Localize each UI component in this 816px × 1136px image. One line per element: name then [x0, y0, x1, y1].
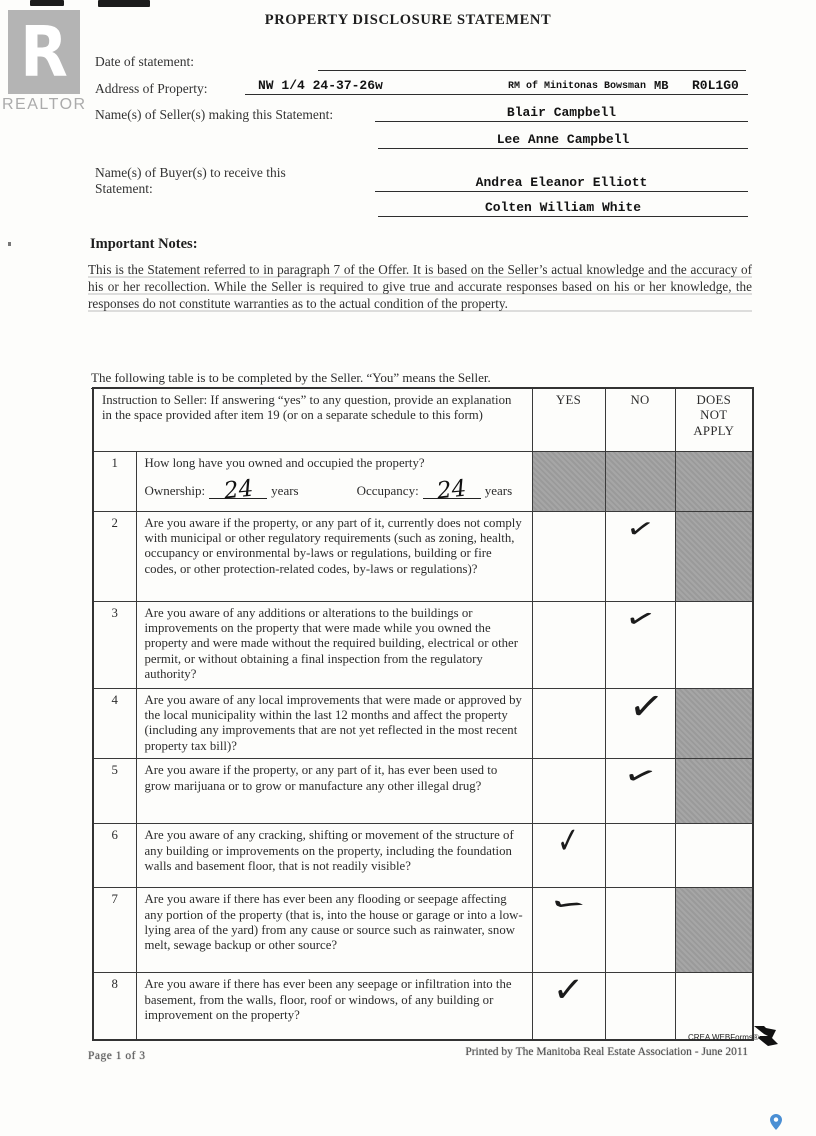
- question-number: 7: [93, 888, 136, 973]
- yes-cell: [532, 820, 605, 888]
- buyer-name-2-line: [378, 216, 748, 217]
- does-not-apply-column-header: DOES NOT APPLY: [675, 388, 753, 451]
- realtor-logo-label: REALTOR: [2, 96, 87, 113]
- buyer-names-label-line2: Statement:: [95, 181, 153, 196]
- no-cell: [605, 681, 675, 759]
- seller-name-2-line: [378, 148, 748, 149]
- yes-cell: [532, 968, 605, 1040]
- table-row: [93, 688, 753, 759]
- printed-by-text: Printed by The Manitoba Real Estate Association - June 2011: [465, 1046, 748, 1058]
- buyer-name-2: Colten William White: [484, 200, 642, 215]
- occupancy-label: Occupancy:: [356, 482, 419, 498]
- table-row: [93, 601, 753, 688]
- realtor-logo-letter: R: [20, 10, 68, 93]
- question-number: 4: [93, 688, 136, 759]
- no-cell: [605, 601, 675, 688]
- question-number: 5: [93, 759, 136, 824]
- ownership-years-suffix: years: [271, 482, 299, 498]
- ownership-label: Ownership:: [144, 482, 206, 498]
- yes-cell: [532, 759, 605, 824]
- checkmark-icon: ✓: [625, 681, 666, 733]
- ownership-handwritten-value: 24: [222, 475, 255, 505]
- yes-cell: [532, 885, 605, 973]
- seller-name-1-line: [375, 121, 748, 122]
- page-number: Page 1 of 3: [88, 1050, 146, 1062]
- question-cell: [136, 451, 532, 511]
- table-row: [93, 824, 753, 888]
- yes-cell: [532, 601, 605, 688]
- occupancy-handwritten-value: 24: [435, 475, 468, 505]
- address-postal: R0L1G0: [692, 78, 739, 93]
- seller-name-1: Blair Campbell: [506, 105, 617, 120]
- no-column-header: NO: [605, 388, 675, 451]
- yes-cell: [532, 451, 605, 511]
- yes-column-header: YES: [532, 388, 605, 451]
- address-label: Address of Property:: [95, 81, 208, 96]
- map-pin-icon: [770, 1114, 782, 1130]
- important-notes-body: This is the Statement referred to in paragraph 7 of the Offer. It is based on the Seller’s actual knowledge and the accuracy of his or her recollection. While the Seller is required to give true and accurate responses based on his or her knowledge, the responses do not constitute warranties as to the actual condition of the property.: [88, 262, 752, 311]
- question-text: Are you aware if there has ever been any seepage or infiltration into the basement, from the walls, floor, roof or windows, of any building or improvement on the property?: [136, 973, 532, 1040]
- does-not-apply-cell: [675, 511, 753, 601]
- buyer-names-label-line1: Name(s) of Buyer(s) to receive this: [95, 165, 286, 180]
- date-of-statement-label: Date of statement:: [95, 54, 194, 69]
- yes-cell: [532, 688, 605, 759]
- question-text: Are you aware of any cracking, shifting or movement of the structure of any building or improvements on the property, including the foundation walls and basement floor, that is not readily visible?: [136, 824, 532, 888]
- no-cell: [605, 759, 675, 824]
- date-of-statement-line: [318, 70, 746, 71]
- does-not-apply-cell: [675, 973, 753, 1040]
- does-not-apply-cell: [675, 824, 753, 888]
- buyer-name-1-line: [375, 191, 748, 192]
- ownership-value-line: [209, 475, 267, 505]
- instruction-header-cell: Instruction to Seller: If answering “yes” to any question, provide an explanation in the space provided after item 19 (or on a separate schedule to this form): [93, 388, 532, 451]
- question-number: 3: [93, 601, 136, 688]
- crea-arrow-icon: [752, 1024, 778, 1048]
- address-line: [245, 94, 748, 95]
- question-text: How long have you owned and occupied the property?: [144, 455, 425, 470]
- occupancy-years-suffix: years: [484, 482, 513, 498]
- question-text: Are you aware if the property, or any part of it, currently does not comply with municipal or other regulatory requirements (such as zoning, health, occupancy or environmental by-laws or regulations, building or fire codes, or other protection-related codes, by-laws or regulations)?: [136, 511, 532, 601]
- does-not-apply-cell: [675, 888, 753, 973]
- no-cell: [605, 888, 675, 973]
- question-number: 6: [93, 824, 136, 888]
- question-number: 8: [93, 973, 136, 1040]
- no-cell: [605, 511, 675, 601]
- crea-webforms-label: CREA WEBForms®: [688, 1033, 759, 1042]
- does-not-apply-cell: [675, 451, 753, 511]
- disclosure-table: [92, 387, 754, 1041]
- occupancy-value-line: [423, 475, 481, 505]
- question-text: Are you aware of any additions or alterations to the buildings or improvements on the property that were made while you owned the property and were made without the required building, electrical or other permit, or without obtaining a final inspection from the regulatory authority?: [136, 601, 532, 688]
- question-number: 1: [93, 451, 136, 511]
- checkmark-icon: ✓: [621, 600, 659, 638]
- table-row: [93, 973, 753, 1040]
- checkmark-icon: ✓: [556, 820, 581, 864]
- seller-name-2: Lee Anne Campbell: [496, 132, 630, 147]
- question-text: Are you aware if the property, or any part of it, has ever been used to grow marijuana or to grow or manufacture any other illegal drug?: [136, 759, 532, 824]
- address-province: MB: [654, 79, 669, 93]
- question-text: Are you aware of any local improvements that were made or approved by the local municipality within the last 12 months and affect the property (including any improvements that are not yet reflected in the most recent property tax bill)?: [136, 688, 532, 759]
- yes-cell: [532, 511, 605, 601]
- ownership-occupancy-line: [144, 475, 524, 505]
- table-row: [93, 888, 753, 973]
- table-row: [93, 511, 753, 601]
- checkmark-icon: ✓: [623, 511, 657, 547]
- scan-artifact: [98, 0, 150, 7]
- important-notes-heading: Important Notes:: [90, 236, 198, 252]
- scan-artifact: [30, 0, 64, 6]
- does-not-apply-cell: [675, 601, 753, 688]
- address-municipality: RM of Minitonas Bowsman: [508, 81, 647, 92]
- scan-artifact: [8, 242, 11, 246]
- checkmark-icon: ✓: [619, 757, 661, 797]
- table-row: [93, 759, 753, 824]
- no-cell: [605, 824, 675, 888]
- no-cell: [605, 451, 675, 511]
- table-header-row: [93, 388, 753, 451]
- seller-names-label: Name(s) of Seller(s) making this Statement:: [95, 107, 334, 122]
- address-value: NW 1/4 24-37-26w: [258, 78, 383, 93]
- checkmark-icon: ✓: [551, 968, 586, 1013]
- buyer-name-1: Andrea Eleanor Elliott: [475, 175, 648, 190]
- no-cell: [605, 973, 675, 1040]
- table-row: [93, 451, 753, 511]
- checkmark-icon: ✓: [543, 885, 594, 926]
- table-intro: The following table is to be completed by the Seller. “You” means the Seller.: [91, 370, 491, 389]
- question-text: Are you aware if there has ever been any flooding or seepage affecting any portion of the property (that is, into the house or garage or into a low-lying area of the yard) from any cause or source such as rainwater, snow melt, sewage backup or other source?: [136, 888, 532, 973]
- does-not-apply-cell: [675, 688, 753, 759]
- page-title: PROPERTY DISCLOSURE STATEMENT: [264, 12, 552, 28]
- does-not-apply-cell: [675, 759, 753, 824]
- question-number: 2: [93, 511, 136, 601]
